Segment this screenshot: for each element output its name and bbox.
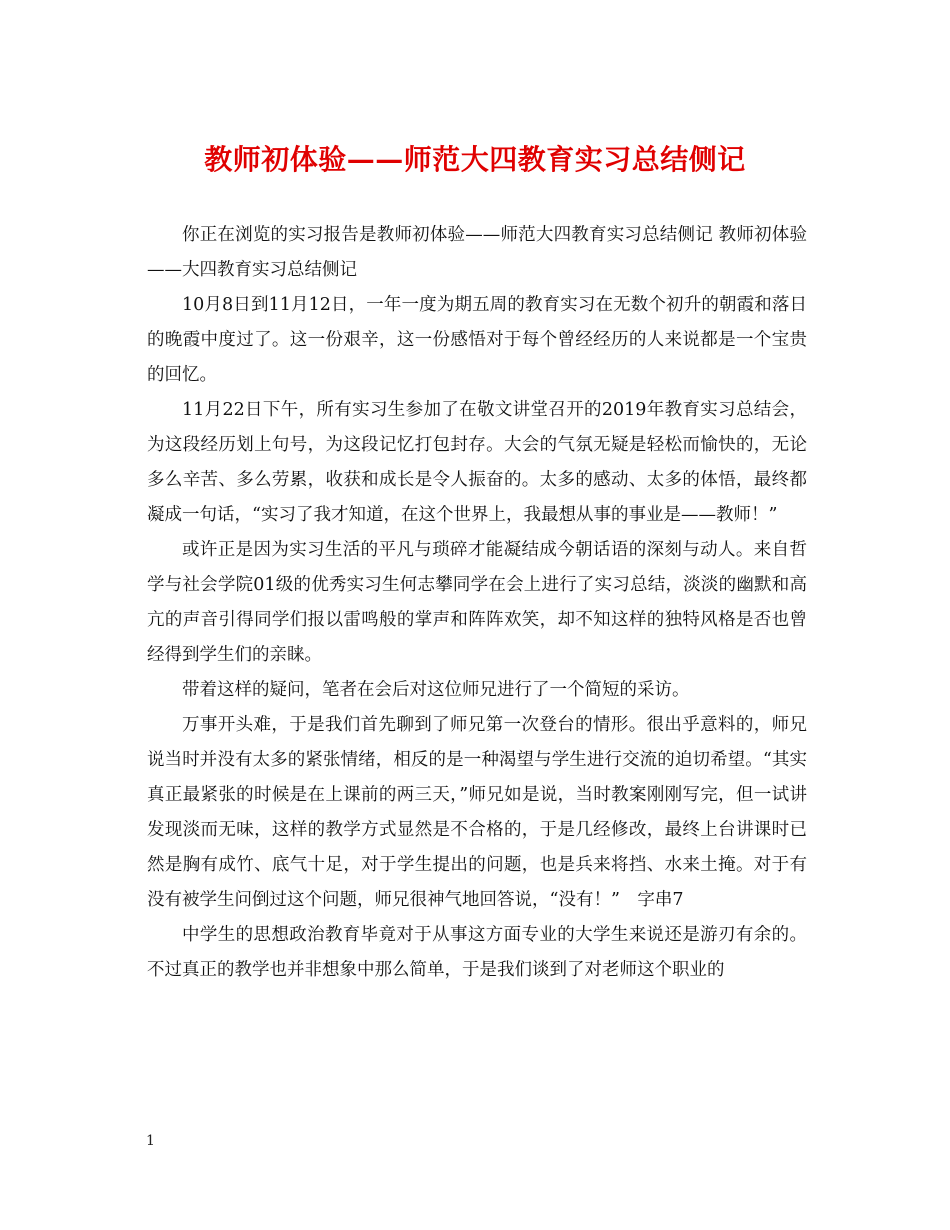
- page-title: 教师初体验——师范大四教育实习总结侧记: [204, 143, 746, 176]
- paragraph: 中学生的思想政治教育毕竟对于从事这方面专业的大学生来说还是游刃有余的。不过真正的教学也并非想象中那么简单，于是我们谈到了对老师这个职业的: [147, 925, 807, 980]
- page-number: 1: [146, 1133, 155, 1149]
- paragraph: 你正在浏览的实习报告是教师初体验——师范大四教育实习总结侧记 教师初体验——大四教育实习总结侧记: [147, 225, 807, 280]
- body-text: [147, 218, 807, 988]
- paragraph: 11月22日下午，所有实习生参加了在敬文讲堂召开的2019年教育实习总结会，为这段经历划上句号，为这段记忆打包封存。大会的气氛无疑是轻松而愉快的，无论多么辛苦、多么劳累，收获和成长是令人振奋的。太多的感动、太多的体悟，最终都凝成一句话，“实习了我才知道，在这个世界上，我最想从事的事业是——教师！”: [147, 400, 807, 525]
- paragraph: 带着这样的疑问，笔者在会后对这位师兄进行了一个简短的采访。: [182, 680, 690, 700]
- paragraph: 或许正是因为实习生活的平凡与琐碎才能凝结成今朝话语的深刻与动人。来自哲学与社会学院01级的优秀实习生何志攀同学在会上进行了实习总结，淡淡的幽默和高亢的声音引得同学们报以雷鸣般的掌声和阵阵欢笑，却不知这样的独特风格是否也曾经得到学生们的亲睐。: [147, 540, 807, 665]
- paragraph: 万事开头难，于是我们首先聊到了师兄第一次登台的情形。很出乎意料的，师兄说当时并没有太多的紧张情绪，相反的是一种渴望与学生进行交流的迫切希望。“其实真正最紧张的时候是在上课前的两三天，”师兄如是说，当时教案刚刚写完，但一试讲发现淡而无味，这样的教学方式显然是不合格的，于是几经修改，最终上台讲课时已然是胸有成竹、底气十足，对于学生提出的问题，也是兵来将挡、水来土掩。对于有没有被学生问倒过这个问题，师兄很神气地回答说，“没有！” 字串7: [147, 715, 807, 910]
- paragraph: 10月8日到11月12日，一年一度为期五周的教育实习在无数个初升的朝霞和落日的晚霞中度过了。这一份艰辛，这一份感悟对于每个曾经经历的人来说都是一个宝贵的回忆。: [147, 295, 807, 385]
